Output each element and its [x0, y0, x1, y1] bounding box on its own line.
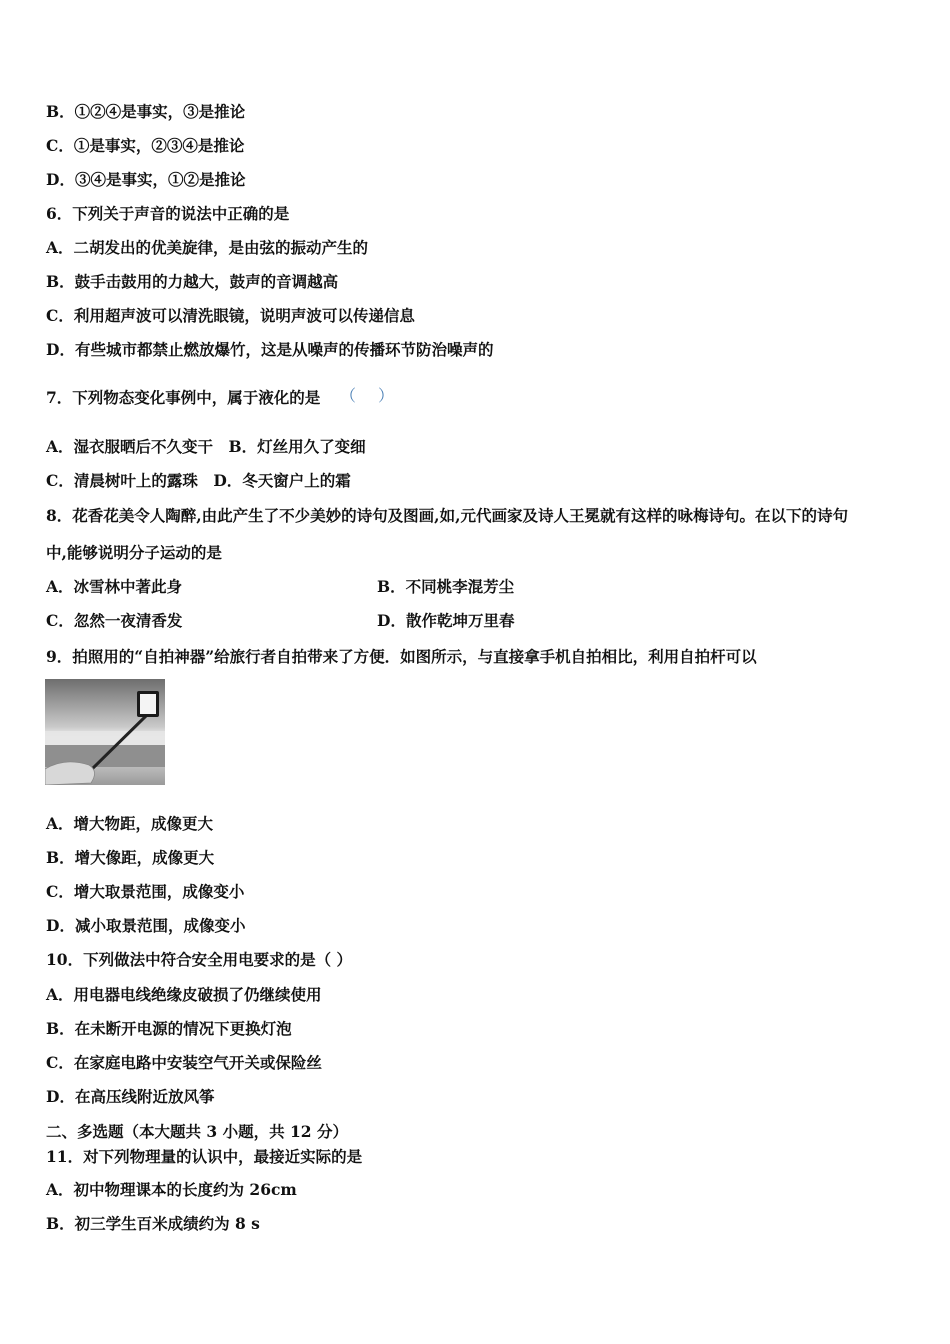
q7-options-cd: C．清晨树叶上的露珠 D．冬天窗户上的霜 [46, 471, 351, 490]
q8-option-d: D．散作乾坤万里春 [377, 611, 515, 630]
q8-option-b: B．不同桃李混芳尘 [377, 577, 515, 596]
right-paren: ） [378, 386, 395, 405]
q10-option-c: C．在家庭电路中安装空气开关或保险丝 [46, 1053, 322, 1072]
q5-option-d: D．③④是事实，①②是推论 [46, 170, 246, 189]
q9-stem: 9．拍照用的“自拍神器”给旅行者自拍带来了方便．如图所示，与直接拿手机自拍相比，利用自拍杆可以 [46, 647, 757, 666]
q5-option-c: C．①是事实，②③④是推论 [46, 136, 245, 155]
q9-option-c: C．增大取景范围，成像变小 [46, 882, 245, 901]
q7-answer-parentheses [340, 383, 395, 405]
q9-option-b: B．增大像距，成像更大 [46, 848, 215, 867]
q7-options-ab: A．湿衣服晒后不久变干 B．灯丝用久了变细 [46, 437, 366, 456]
q10-option-d: D．在高压线附近放风筝 [46, 1087, 215, 1106]
q6-option-d: D．有些城市都禁止燃放爆竹，这是从噪声的传播环节防治噪声的 [46, 340, 494, 359]
q7-stem: 7．下列物态变化事例中，属于液化的是 [46, 388, 321, 407]
q5-option-b: B．①②④是事实，③是推论 [46, 102, 246, 121]
q8-option-c: C．忽然一夜清香发 [46, 611, 183, 630]
q10-option-a: A．用电器电线绝缘皮破损了仍继续使用 [46, 985, 322, 1004]
q11-option-b: B．初三学生百米成绩约为 8 s [46, 1214, 260, 1233]
q6-stem: 6．下列关于声音的说法中正确的是 [46, 204, 290, 223]
q6-option-b: B．鼓手击鼓用的力越大，鼓声的音调越高 [46, 272, 339, 291]
q9-option-d: D．减小取景范围，成像变小 [46, 916, 246, 935]
q8-option-a: A．冰雪林中著此身 [46, 577, 183, 596]
q10-option-b: B．在未断开电源的情况下更换灯泡 [46, 1019, 292, 1038]
q10-stem: 10．下列做法中符合安全用电要求的是（ ） [46, 950, 352, 969]
q9-option-a: A．增大物距，成像更大 [46, 814, 214, 833]
q8-stem-line2: 中,能够说明分子运动的是 [46, 543, 222, 562]
q8-stem-line1: 8．花香花美令人陶醉,由此产生了不少美妙的诗句及图画,如,元代画家及诗人王冕就有这样的咏梅诗句。在以下的诗句 [46, 506, 848, 525]
selfie-stick-photo [45, 679, 165, 785]
q11-option-a: A．初中物理课本的长度约为 26cm [46, 1180, 297, 1199]
q11-stem: 11．对下列物理量的认识中，最接近实际的是 [46, 1147, 363, 1166]
section-heading: 二、多选题（本大题共 3 小题，共 12 分） [46, 1122, 348, 1141]
q6-option-c: C．利用超声波可以清洗眼镜，说明声波可以传递信息 [46, 306, 415, 325]
left-paren: （ [340, 386, 357, 405]
q6-option-a: A．二胡发出的优美旋律，是由弦的振动产生的 [46, 238, 369, 257]
